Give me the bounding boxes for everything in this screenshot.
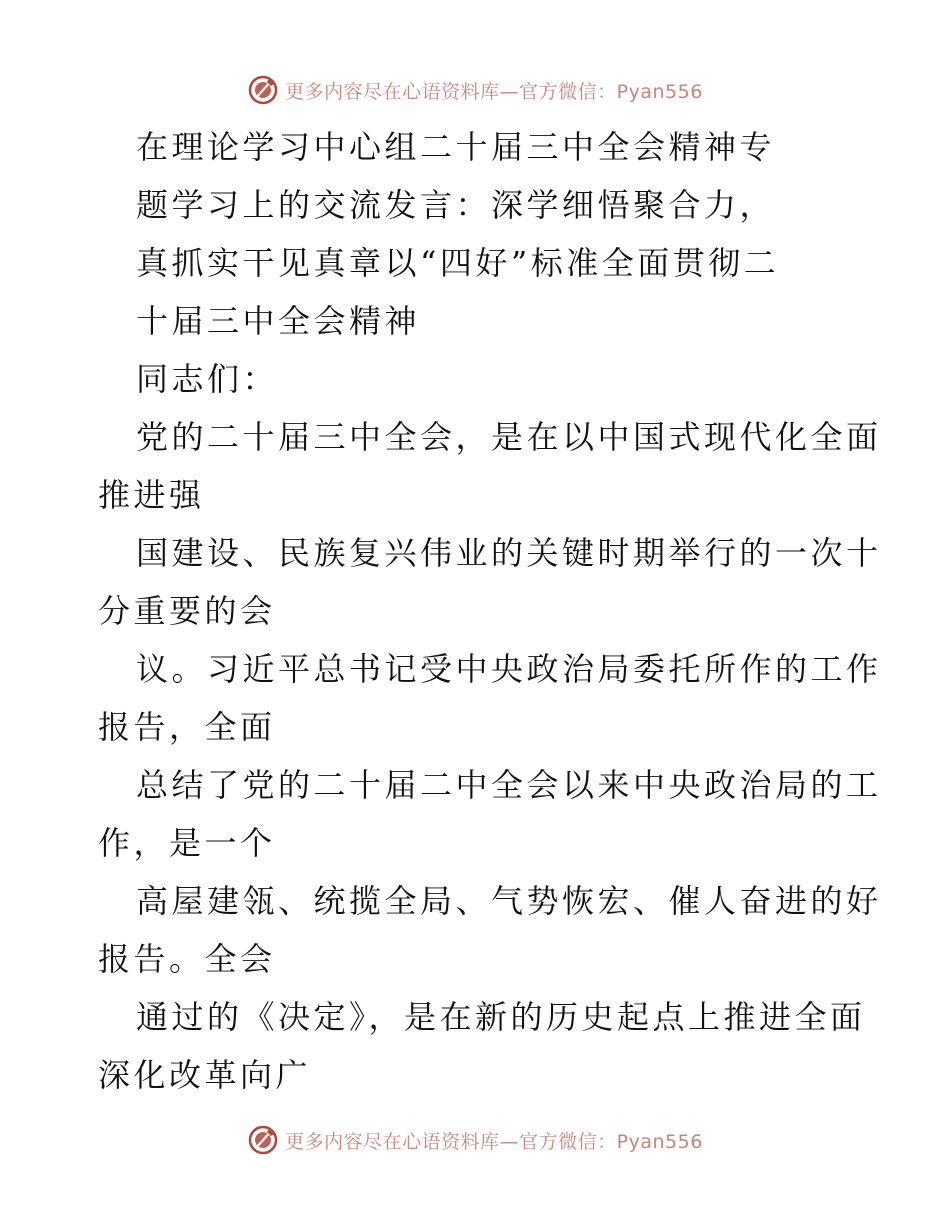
title-line-2: 题学习上的交流发言：深学细悟聚合力， [136, 186, 776, 224]
title-line-1: 在理论学习中心组二十届三中全会精神专 [136, 128, 776, 166]
body-line: 国建设、民族复兴伟业的关键时期举行的一次十 [136, 534, 882, 572]
header-watermark-text: 更多内容尽在心语资料库—官方微信：Pyan556 [285, 80, 703, 103]
salutation: 同志们： [136, 360, 279, 398]
pen-seal-icon [247, 74, 279, 106]
header-watermark [0, 70, 950, 110]
title-line-4: 十届三中全会精神 [136, 302, 421, 340]
header-watermark-inner [247, 74, 703, 106]
footer-watermark [0, 1120, 950, 1160]
body-line: 议。习近平总书记受中央政治局委托所作的工作 [136, 650, 882, 688]
title-line-3: 真抓实干见真章以“四好”标准全面贯彻二 [136, 244, 780, 282]
footer-watermark-inner [247, 1124, 703, 1156]
body-line: 分重要的会 [98, 592, 276, 630]
footer-watermark-text: 更多内容尽在心语资料库—官方微信：Pyan556 [285, 1130, 703, 1153]
body-line: 高屋建瓴、统揽全局、气势恢宏、催人奋进的好 [136, 882, 882, 920]
body-line: 作，是一个 [98, 824, 276, 862]
body-line: 总结了党的二十届二中全会以来中央政治局的工 [136, 766, 882, 804]
body-line: 通过的《决定》，是在新的历史起点上推进全面 [136, 998, 866, 1036]
body-line: 报告。全会 [98, 940, 276, 978]
body-line: 推进强 [98, 476, 205, 514]
body-line: 深化改革向广 [98, 1056, 312, 1094]
body-line: 报告，全面 [98, 708, 276, 746]
body-line: 党的二十届三中全会，是在以中国式现代化全面 [136, 418, 882, 456]
pen-seal-icon [247, 1124, 279, 1156]
document-body [98, 118, 882, 1104]
